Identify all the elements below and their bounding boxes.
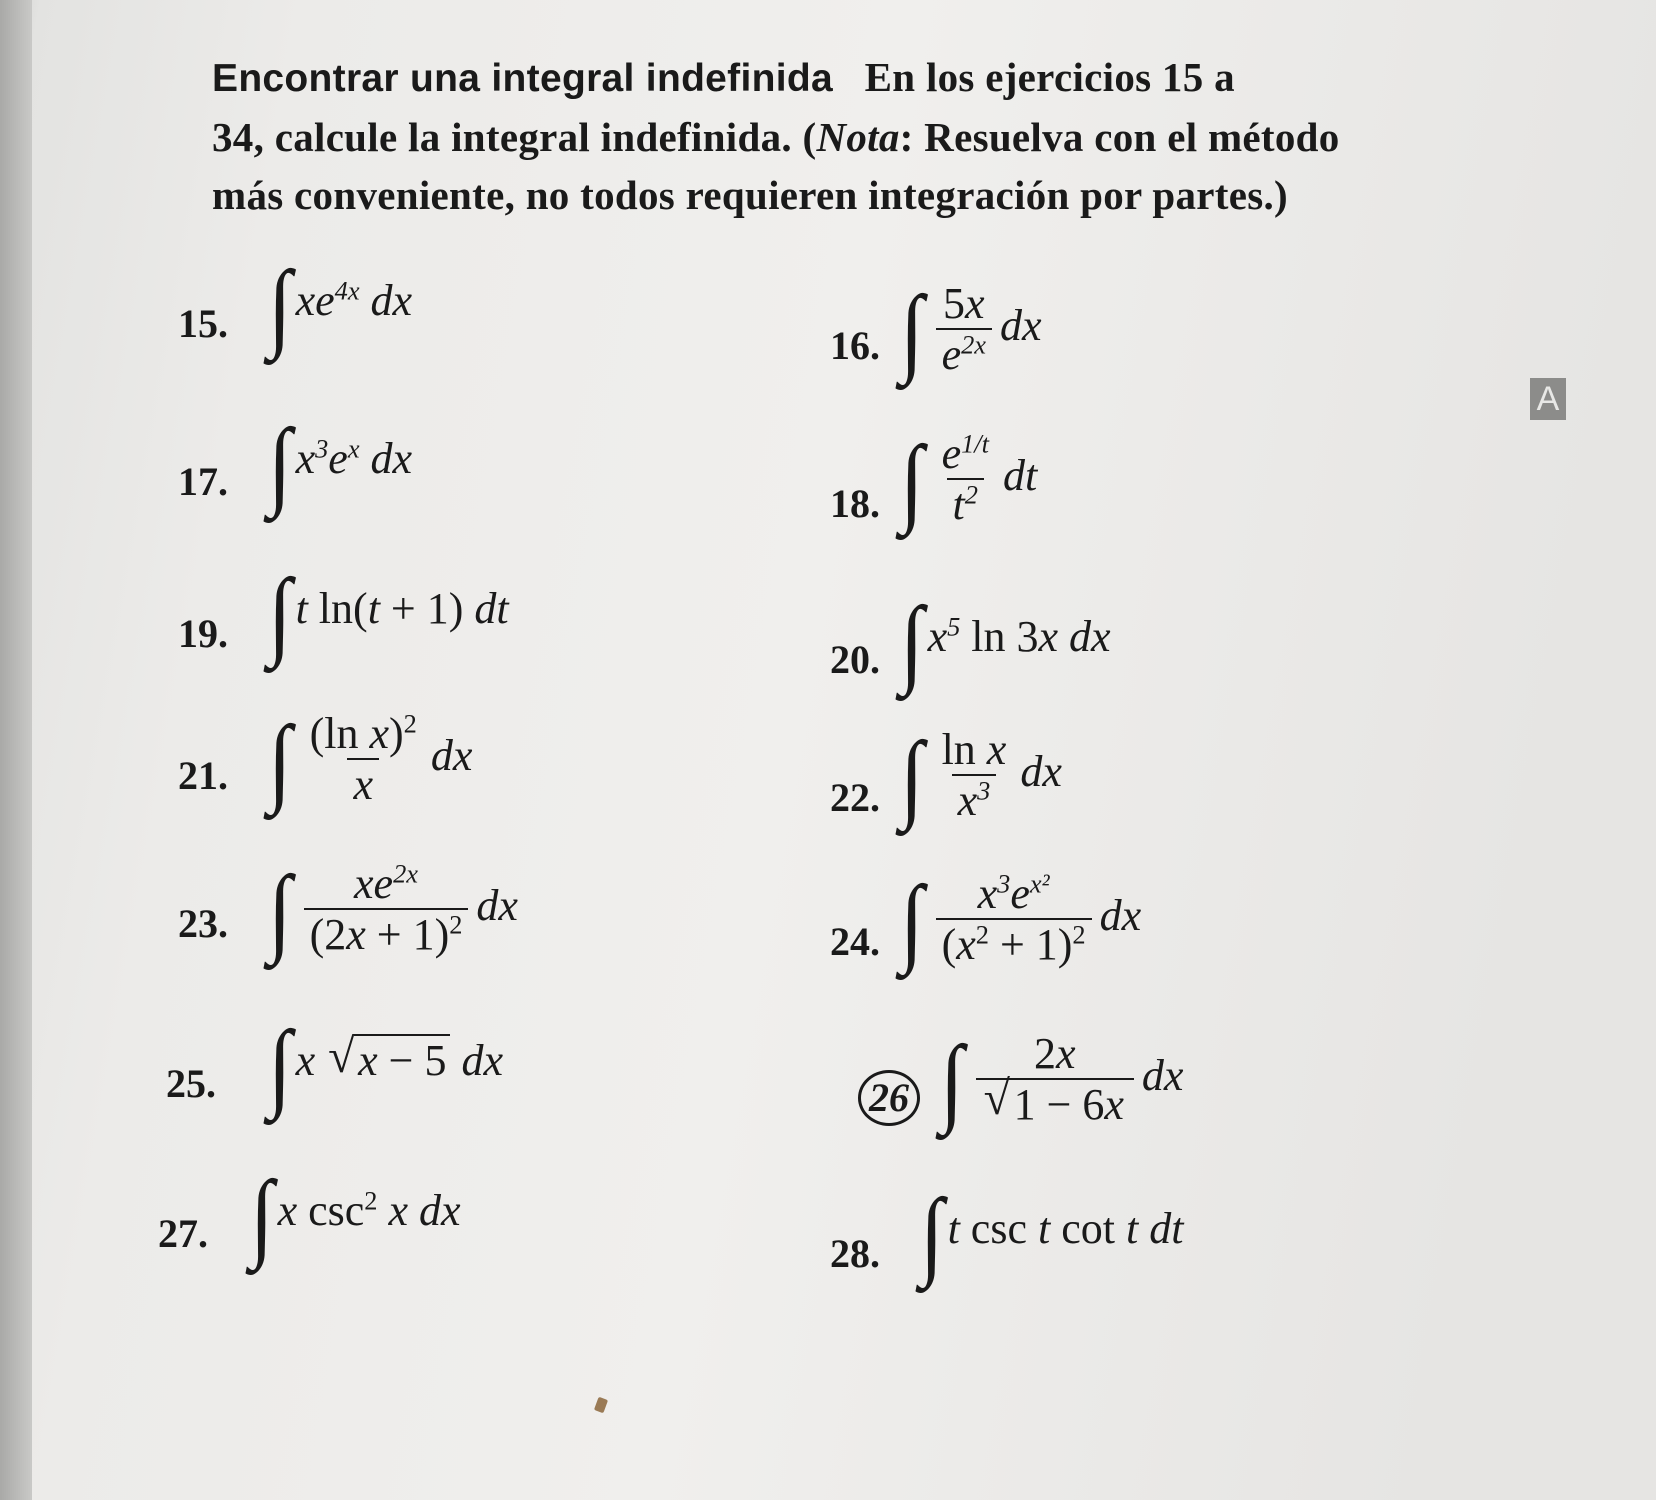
- integral-19: ∫t ln(t + 1) dt: [268, 557, 509, 669]
- problem-number: 19.: [178, 611, 228, 656]
- header-line-3: [212, 166, 1562, 224]
- problem-number-circled: [858, 1070, 920, 1126]
- integral-27: ∫x $\csc^2 x$ dx: [250, 1159, 461, 1271]
- problem-number: 28.: [830, 1231, 880, 1276]
- integral-22: ∫ $\frac{\text{ln x}}{x^3}$ dx: [900, 720, 1062, 832]
- problem-number: 22.: [830, 775, 880, 820]
- header-line-2: [212, 108, 1562, 166]
- integral-28: ∫t csc t cot t dt: [920, 1177, 1184, 1289]
- intro-text-2: 34, calcule la integral indefinida. (: [212, 114, 817, 160]
- problem-number: 24.: [830, 919, 880, 964]
- problem-number: 25.: [166, 1061, 216, 1106]
- book-spine: [0, 0, 32, 1500]
- integral-16: ∫ $\frac{5x}{e^{2x}}$ dx: [900, 274, 1042, 386]
- integral-15: $\int xe^{4x}$ dx: [268, 249, 413, 361]
- integral-23: ∫ $\frac{xe^{2x}}{(2x + 1)^2}$ dx: [268, 854, 518, 966]
- header-line-1: [212, 48, 1562, 108]
- integral-21: ∫ $\frac{(\ln x)^2}{x}$ dx: [268, 704, 473, 816]
- integral-24: ∫ $\frac{x^3e^{x^2}}{(x^2 + 1)^2}$ dx: [900, 864, 1142, 976]
- problem-number: 17.: [178, 459, 228, 504]
- section-title: Encontrar una integral indefinida: [212, 57, 833, 100]
- problem-number: 16.: [830, 323, 880, 368]
- integral-17: $\int x^3e^x$ dx: [268, 407, 413, 519]
- integral-26: ∫ 2x √ 1 − 6x dx: [940, 1024, 1184, 1136]
- exercise-header: [212, 48, 1562, 224]
- problem-number: 27.: [158, 1211, 208, 1256]
- problem-number: 23.: [178, 901, 228, 946]
- intro-text-2b: : Resuelva con el método: [899, 114, 1340, 160]
- problem-number: 20.: [830, 637, 880, 682]
- intro-text-3: más conveniente, no todos requieren integración por partes.): [212, 172, 1288, 218]
- ink-mark: [594, 1397, 608, 1414]
- problem-number: 15.: [178, 301, 228, 346]
- circled-number: 26: [858, 1070, 920, 1126]
- problem-number: 21.: [178, 753, 228, 798]
- integral-25: ∫x √ x − 5 dx: [268, 1009, 503, 1121]
- intro-text-1: En los ejercicios 15 a: [864, 54, 1235, 100]
- problem-number: 18.: [830, 481, 880, 526]
- integral-20: $\int x^5$ ln 3x dx: [900, 585, 1111, 697]
- margin-tab: A: [1530, 378, 1566, 420]
- integral-18: ∫ $\frac{e^{1/t}}{t^2}$ dt: [900, 424, 1038, 536]
- nota-label: Nota: [816, 114, 900, 160]
